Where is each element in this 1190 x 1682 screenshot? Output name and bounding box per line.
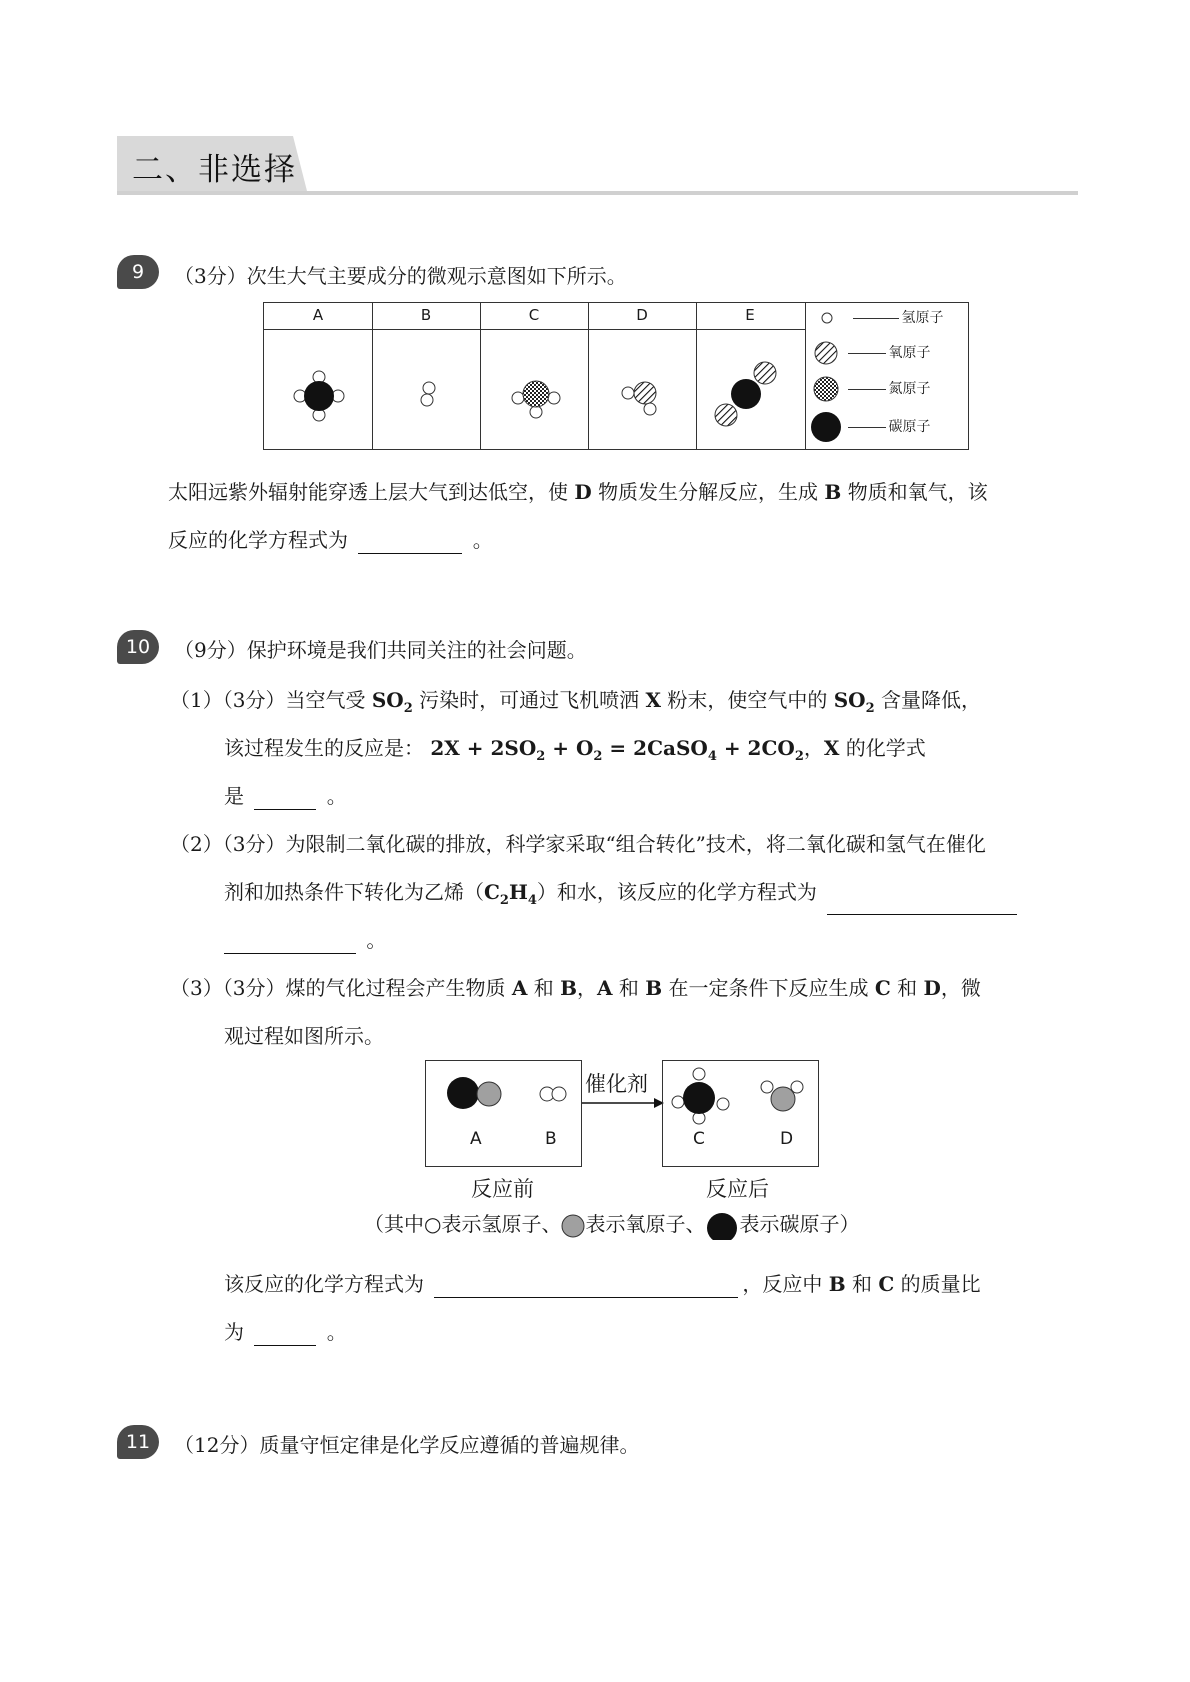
reaction-arrow-icon: [580, 1096, 665, 1110]
figure-label-c: C: [693, 1129, 705, 1149]
q9-text-line2: 反应的化学方程式为 。: [168, 528, 493, 552]
column-label-c: C: [528, 306, 540, 324]
column-label-d: D: [636, 306, 648, 324]
molecule-c: [512, 381, 560, 418]
before-box: [425, 1060, 582, 1167]
molecule-b: [421, 382, 435, 406]
q10-part3-question-line1: 该反应的化学方程式为 ，反应中 B 和 C 的质量比: [224, 1272, 981, 1296]
q10-part2-line2: 剂和加热条件下转化为乙烯$(C_2H_4)$和水，该反应的化学方程式为: [224, 878, 1021, 915]
answer-blank-q10-1[interactable]: [254, 789, 316, 810]
q10-part3-line1: （3）（3分）煤的气化过程会产生物质 A 和 B，A 和 B 在一定条件下反应生成 C 和 D，微: [170, 976, 981, 1000]
column-label-e: E: [745, 306, 755, 324]
q10-part1-line3: 是 。: [224, 784, 347, 808]
nitrogen-atom-icon: [812, 375, 840, 403]
answer-blank-q9[interactable]: [358, 533, 462, 554]
reaction-figure: [364, 1060, 860, 1236]
figure-label-d: D: [780, 1129, 794, 1149]
q10-prompt: （9分）保护环境是我们共同关注的社会问题。: [174, 638, 587, 662]
answer-blank-q10-2a[interactable]: [827, 894, 1017, 915]
q10-part2-line1: （2）（3分）为限制二氧化碳的排放，科学家采取“组合转化”技术，将二氧化碳和氢气在催化: [170, 832, 986, 856]
answer-blank-q10-3b[interactable]: [254, 1325, 316, 1346]
molecule-table: [263, 302, 969, 450]
legend-carbon: [810, 411, 930, 443]
column-label-a: A: [312, 306, 324, 324]
section-title: 二、非选择: [132, 152, 297, 188]
legend-caption: （其中○表示氢原子、 表示氧原子、 表示碳原子）: [364, 1208, 859, 1240]
legend-label-oxygen: 氧原子: [888, 345, 931, 361]
hydrogen-atom-icon: [819, 310, 835, 326]
catalyst-label: 催化剂: [585, 1072, 648, 1096]
legend-label-nitrogen: 氮原子: [888, 381, 931, 397]
legend-hydrogen: [819, 307, 943, 327]
answer-blank-q10-2b[interactable]: [224, 933, 356, 954]
molecule-e: [715, 362, 776, 426]
legend-label-carbon: 碳原子: [888, 419, 931, 435]
before-caption: 反应前: [471, 1177, 534, 1201]
q10-equation: $2X + 2SO_2 + O_2$ = 2CaSO$_4$ + $2CO_2$: [430, 736, 804, 764]
question-number-10: 10: [117, 630, 159, 664]
carbon-atom-icon: [810, 411, 842, 443]
before-molecules: [426, 1061, 581, 1166]
after-caption: 反应后: [706, 1177, 769, 1201]
q10-part2-line3: 。: [224, 926, 386, 954]
q10-part1-line1: （1）（3分）当空气受 $SO_2$ 污染时，可通过飞机喷洒 X 粉末，使空气中的 $SO_2$ 含量降低，: [170, 688, 981, 716]
answer-blank-q10-3a[interactable]: [434, 1277, 738, 1298]
q9-prompt: （3分）次生大气主要成分的微观示意图如下所示。: [174, 264, 627, 288]
legend-nitrogen: [812, 375, 930, 403]
figure-label-a: A: [470, 1129, 482, 1149]
q10-part3-line2: 观过程如图所示。: [224, 1024, 384, 1048]
molecule-drawings: [264, 330, 805, 448]
figure-label-b: B: [545, 1129, 557, 1149]
column-label-b: B: [420, 306, 432, 324]
question-number-9: 9: [117, 255, 159, 289]
oxygen-atom-icon: [812, 339, 840, 367]
section-divider: [117, 191, 1078, 195]
q9-text-line1: 太阳远紫外辐射能穿透上层大气到达低空，使 D 物质发生分解反应，生成 B 物质和氧气，该: [168, 480, 988, 504]
question-number-11: 11: [117, 1425, 159, 1459]
legend-oxygen: [812, 339, 930, 367]
molecule-d: [622, 382, 656, 415]
q10-part1-line2: 该过程发生的反应是： $2X + 2SO_2 + O_2$ = 2CaSO$_4$ + $2CO_2$，X 的化学式: [224, 736, 926, 764]
after-molecules: [663, 1061, 818, 1166]
oxygen-atom-icon: [561, 1214, 585, 1238]
carbon-atom-icon: [705, 1212, 739, 1240]
legend-label-hydrogen: 氢原子: [901, 310, 944, 326]
after-box: [662, 1060, 819, 1167]
q10-part3-question-line2: 为 。: [224, 1320, 347, 1344]
section-header: [117, 136, 1078, 196]
molecule-a: [294, 371, 344, 421]
q11-prompt: （12分）质量守恒定律是化学反应遵循的普遍规律。: [174, 1433, 640, 1457]
